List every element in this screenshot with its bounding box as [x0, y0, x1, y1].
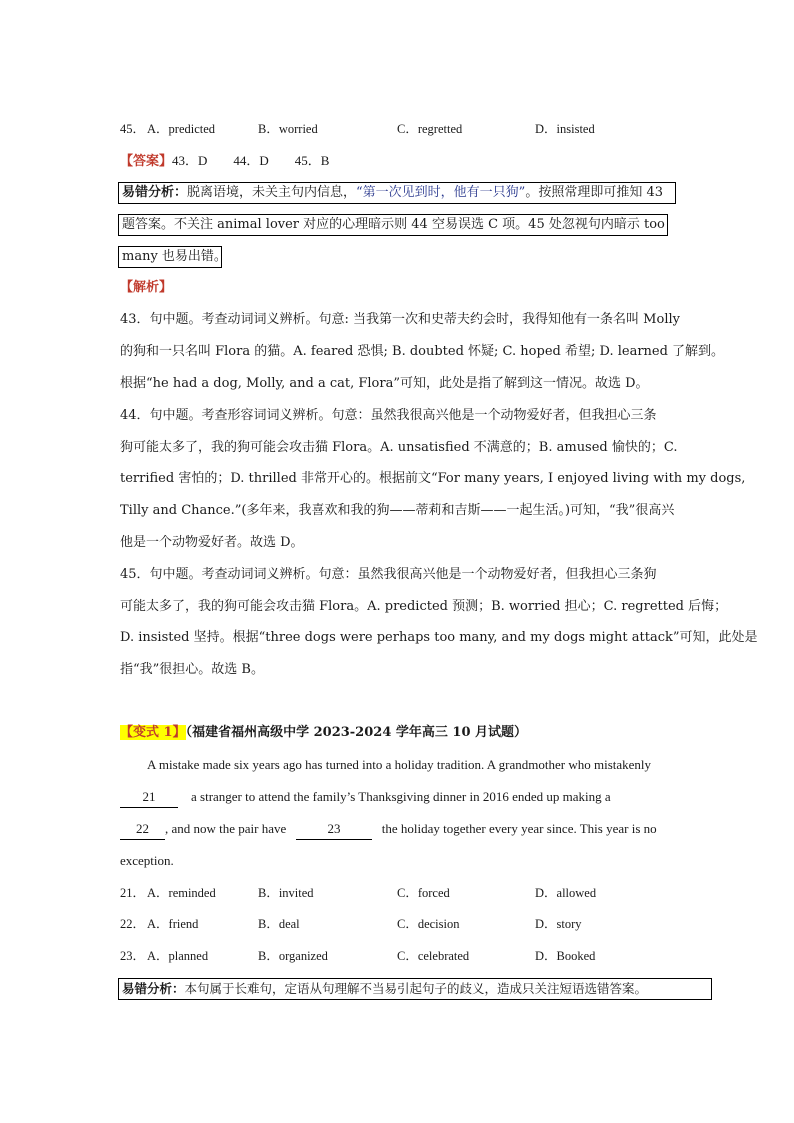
- variant-source: （福建省福州高级中学 2023-2024 学年高三 10 月试题）: [185, 725, 528, 740]
- passage-line: [120, 819, 657, 840]
- analysis-line: 狗可能太多了，我的狗可能会攻击猫 Flora。A. unsatisfied 不满意的；B. amused 愉快的；C.: [120, 440, 678, 455]
- option-d: D．insisted: [535, 122, 595, 136]
- option-c: C．regretted: [397, 122, 463, 136]
- analysis-line: 可能太多了，我的狗可能会攻击猫 Flora。A. predicted 预测；B. worried 担心；C. regretted 后悔；: [120, 599, 728, 614]
- error-analysis-box: [118, 246, 227, 268]
- analysis-line: Tilly and Chance.”(多年来，我喜欢和我的狗——蒂莉和吉斯——一起生活。)可知，“我”很高兴: [120, 503, 675, 518]
- option-b: B．worried: [258, 122, 318, 136]
- error-analysis-box: [118, 978, 712, 1000]
- error-analysis-label: 易错分析：: [122, 185, 188, 200]
- question-number: 45．: [120, 122, 146, 136]
- error-analysis-text: many 也易出错。: [122, 249, 227, 264]
- analysis-tag-line: [120, 278, 172, 298]
- analysis-line: 的狗和一只名叫 Flora 的猫。A. feared 恐惧; B. doubted 怀疑; C. hoped 希望; D. learned 了解到。: [120, 344, 725, 359]
- passage-text: a stranger to attend the family’s Thanksgiving dinner in 2016 ended up making a: [191, 789, 611, 804]
- passage-line: [120, 787, 611, 808]
- option-b: B．deal: [258, 917, 300, 931]
- error-analysis-label: 易错分析：: [122, 981, 185, 996]
- blank-21: 21: [120, 787, 178, 808]
- answer-text: 43．D 44．D 45．B: [172, 153, 330, 168]
- question-number: 22．: [120, 917, 146, 931]
- passage-line: A mistake made six years ago has turned into a holiday tradition. A grandmother who mistakenly: [147, 757, 652, 772]
- analysis-line: D. insisted 坚持。根据“three dogs were perhaps too many, and my dogs might attack”可知，此处是: [120, 630, 758, 645]
- error-analysis-box: [118, 214, 668, 236]
- blank-22: 22: [120, 819, 165, 840]
- analysis-line: 44．句中题。考查形容词词义辨析。句意：虽然我很高兴他是一个动物爱好者，但我担心三条: [120, 408, 657, 423]
- variant-heading: [120, 723, 527, 743]
- option-a: A．reminded: [147, 886, 216, 900]
- analysis-line: 他是一个动物爱好者。故选 D。: [120, 535, 304, 550]
- error-analysis-text: 。按照常理即可推知 43: [525, 185, 664, 200]
- option-a: A．planned: [147, 949, 209, 963]
- passage-text: , and now the pair have: [165, 821, 287, 836]
- analysis-line: 45．句中题。考查动词词义辨析。句意：虽然我很高兴他是一个动物爱好者，但我担心三条狗: [120, 567, 657, 582]
- error-analysis-box: [118, 182, 676, 204]
- option-b: B．invited: [258, 886, 314, 900]
- option-d: D．allowed: [535, 886, 597, 900]
- passage-text: the holiday together every year since. This year is no: [381, 821, 657, 836]
- error-analysis-text: 本句属于长难句，定语从句理解不当易引起句子的歧义，造成只关注短语选错答案。: [184, 981, 648, 996]
- analysis-line: 43．句中题。考查动词词义辨析。句意: 当我第一次和史蒂夫约会时，我得知他有一条名叫 Molly: [120, 312, 680, 327]
- error-analysis-text: 题答案。不关注 animal lover 对应的心理暗示则 44 空易误选 C 项。45 处忽视句内暗示 too: [122, 217, 665, 232]
- blank-23: 23: [296, 819, 372, 840]
- question-number: 23．: [120, 949, 146, 963]
- option-a: A．friend: [147, 917, 199, 931]
- option-d: D．story: [535, 917, 582, 931]
- option-a: A．predicted: [147, 122, 216, 136]
- variant-tag: 【变式 1】: [120, 725, 186, 740]
- option-b: B．organized: [258, 949, 328, 963]
- analysis-line: 指“我”很担心。故选 B。: [120, 662, 264, 677]
- error-analysis-text: 脱离语境，未关主句内信息，: [187, 185, 357, 200]
- passage-line: exception.: [120, 853, 174, 868]
- question-number: 21．: [120, 886, 146, 900]
- analysis-line: 根据“he had a dog, Molly, and a cat, Flora”可知，此处是指了解到这一情况。故选 D。: [120, 376, 649, 391]
- answer-line: [120, 151, 329, 172]
- option-d: D．Booked: [535, 949, 596, 963]
- option-c: C．celebrated: [397, 949, 470, 963]
- analysis-line: terrified 害怕的；D. thrilled 非常开心的。根据前文“For many years, I enjoyed living with my dogs,: [120, 471, 746, 486]
- option-c: C．decision: [397, 917, 460, 931]
- analysis-tag: 【解析】: [120, 280, 173, 295]
- option-c: C．forced: [397, 886, 450, 900]
- answer-tag: 【答案】: [120, 154, 173, 169]
- error-analysis-quote: “第一次见到时，他有一只狗”: [356, 185, 526, 200]
